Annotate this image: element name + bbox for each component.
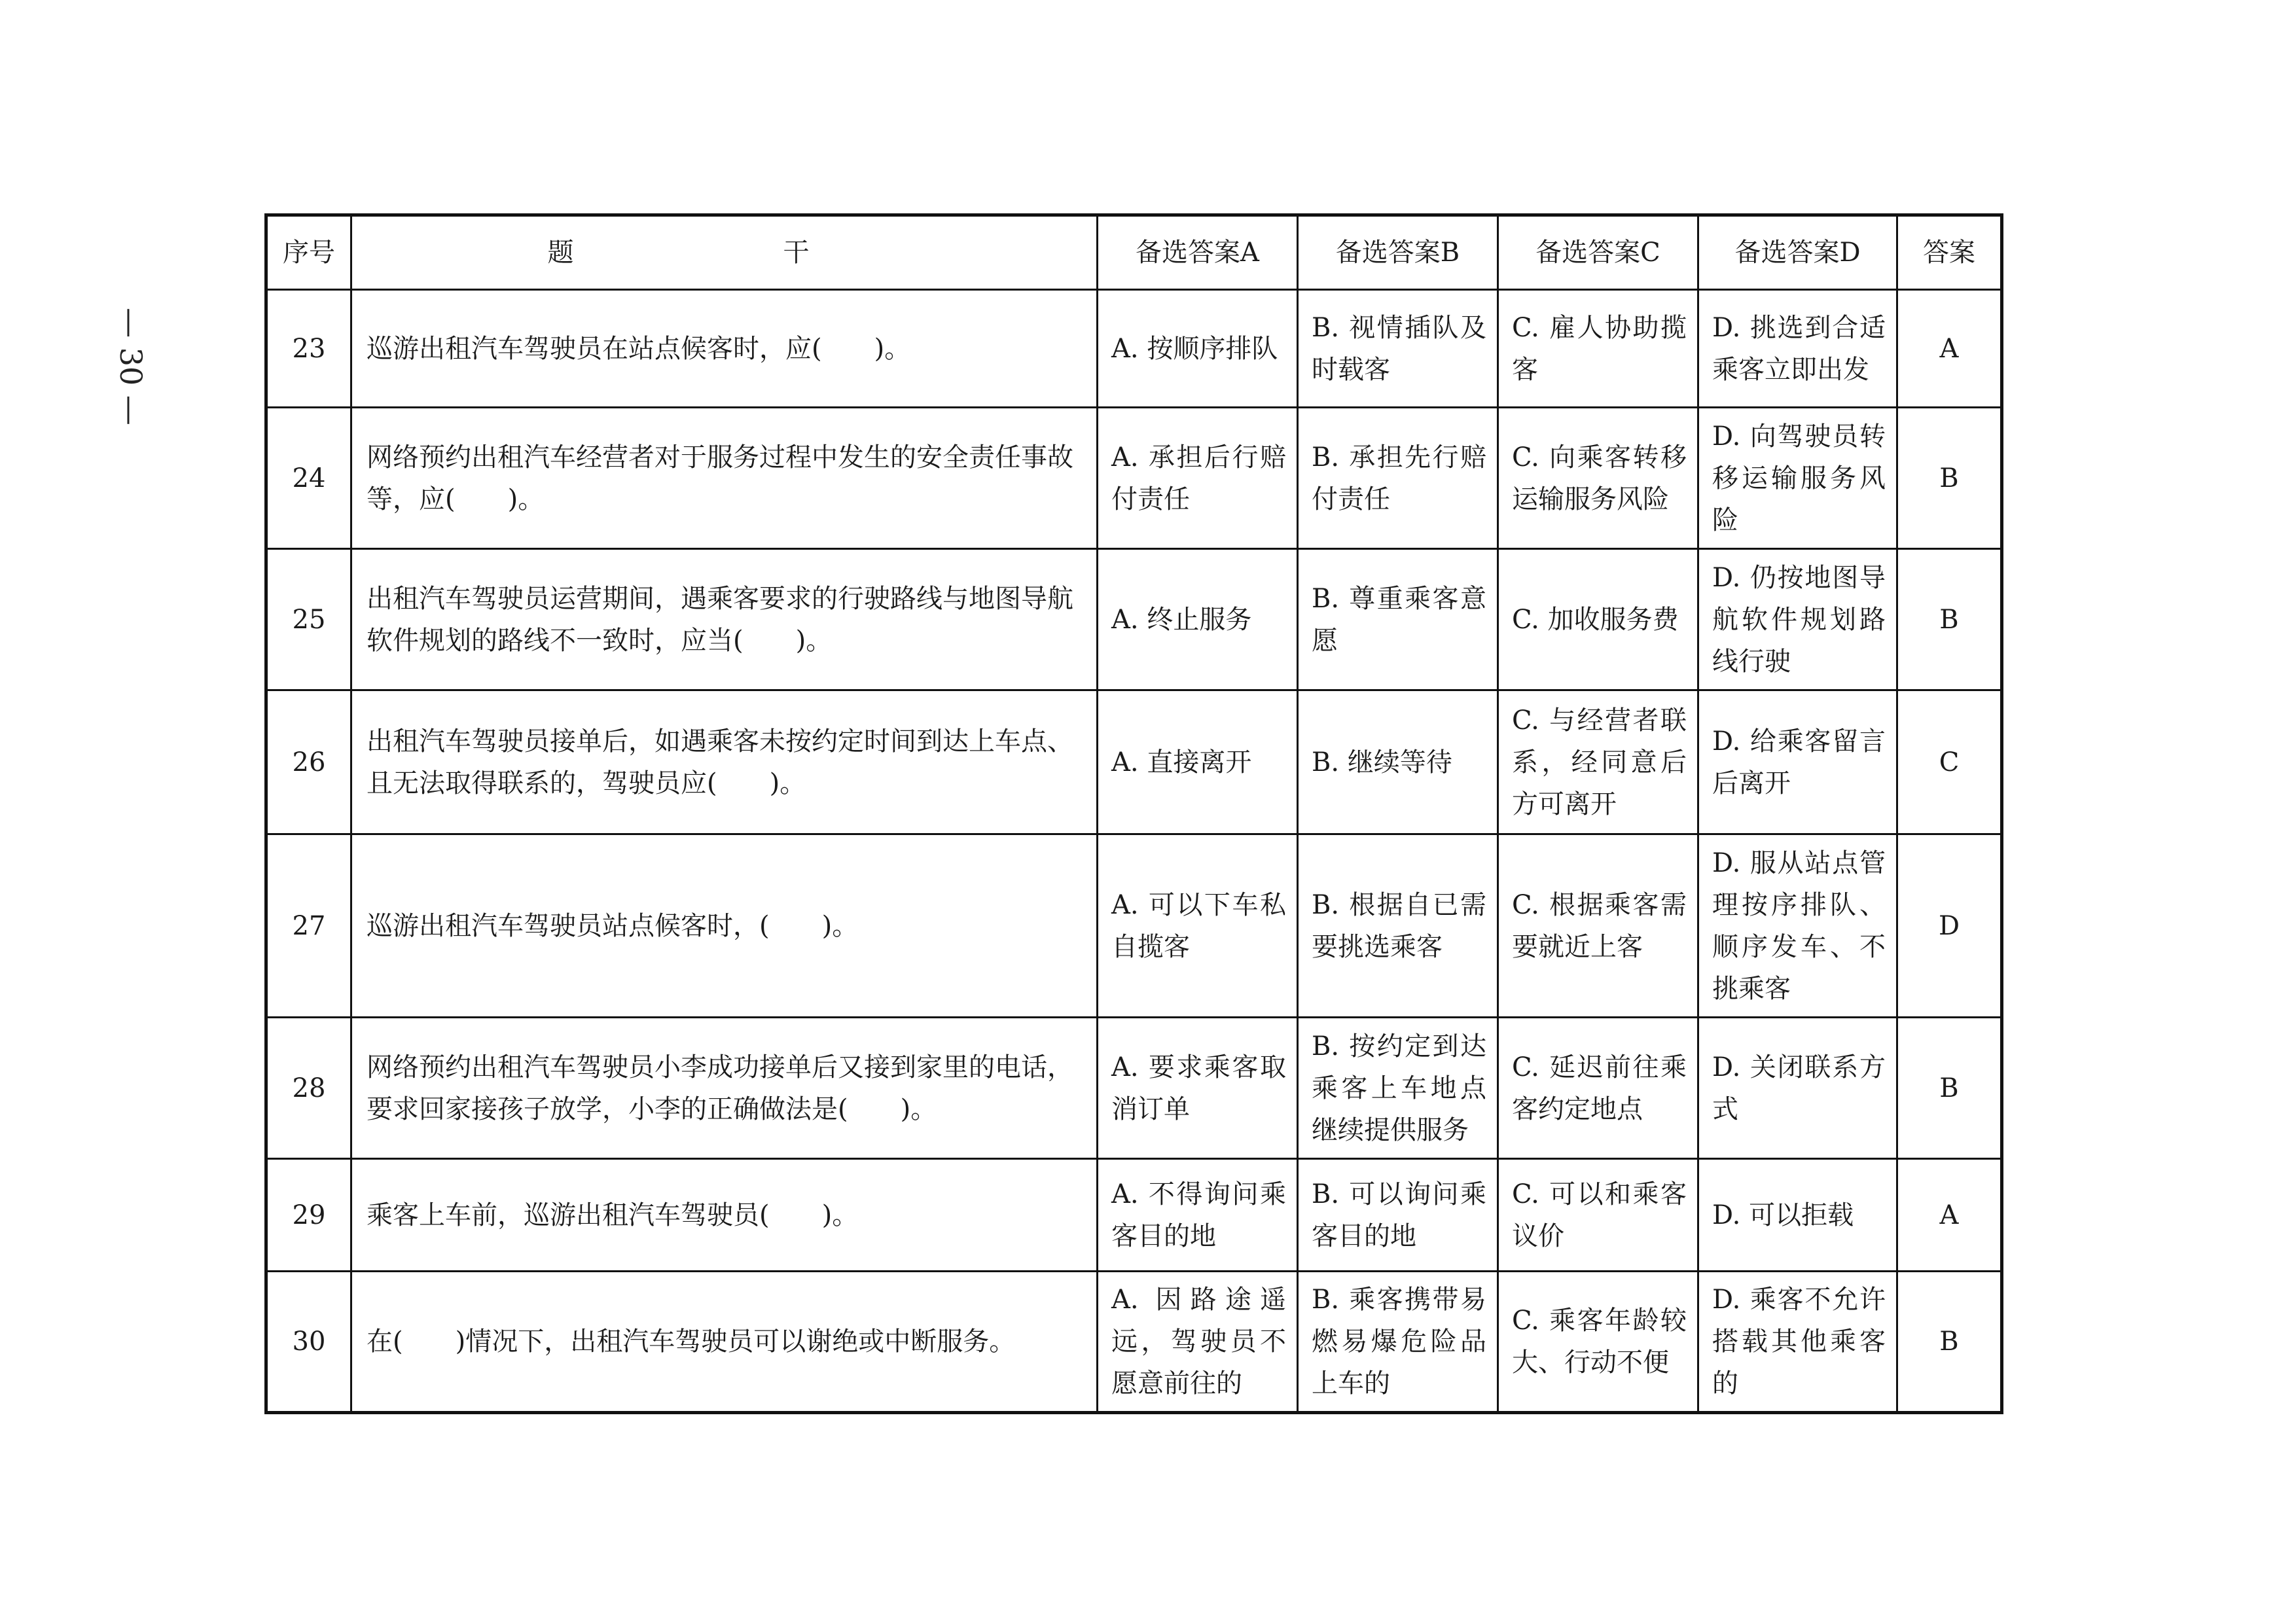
answer-cell: B	[1897, 549, 2002, 690]
answer-cell: A	[1897, 290, 2002, 408]
header-number: 序号	[266, 215, 351, 290]
option-c: C. 可以和乘客议价	[1498, 1159, 1698, 1272]
header-question: 题 干	[351, 215, 1098, 290]
question-stem: 乘客上车前，巡游出租汽车驾驶员( )。	[351, 1159, 1098, 1272]
table-header-row	[266, 215, 2002, 290]
table-row	[266, 1159, 2002, 1272]
option-b: B. 视情插队及时载客	[1298, 290, 1498, 408]
option-d: D. 乘客不允许搭载其他乘客的	[1698, 1272, 1897, 1413]
option-c: C. 与经营者联系，经同意后方可离开	[1498, 690, 1698, 834]
option-d: D. 服从站点管理按序排队、顺序发车、不挑乘客	[1698, 834, 1897, 1018]
row-number: 26	[266, 690, 351, 834]
header-answer: 答案	[1897, 215, 2002, 290]
option-b: B. 承担先行赔付责任	[1298, 408, 1498, 549]
table-row	[266, 1272, 2002, 1413]
table-row	[266, 408, 2002, 549]
answer-cell: A	[1897, 1159, 2002, 1272]
option-b: B. 按约定到达乘客上车地点继续提供服务	[1298, 1018, 1498, 1159]
option-c: C. 根据乘客需要就近上客	[1498, 834, 1698, 1018]
option-b: B. 根据自已需要挑选乘客	[1298, 834, 1498, 1018]
option-a: A. 要求乘客取消订单	[1098, 1018, 1298, 1159]
answer-cell: B	[1897, 408, 2002, 549]
row-number: 28	[266, 1018, 351, 1159]
option-c: C. 雇人协助揽客	[1498, 290, 1698, 408]
answer-cell: B	[1897, 1272, 2002, 1413]
header-option-b: 备选答案B	[1298, 215, 1498, 290]
option-b: B. 乘客携带易燃易爆危险品上车的	[1298, 1272, 1498, 1413]
question-stem: 网络预约出租汽车驾驶员小李成功接单后又接到家里的电话，要求回家接孩子放学，小李的正确做法是( )。	[351, 1018, 1098, 1159]
question-stem: 巡游出租汽车驾驶员站点候客时，( )。	[351, 834, 1098, 1018]
answer-cell: C	[1897, 690, 2002, 834]
option-d: D. 关闭联系方式	[1698, 1018, 1897, 1159]
option-a: A. 按顺序排队	[1098, 290, 1298, 408]
option-d: D. 可以拒载	[1698, 1159, 1897, 1272]
option-b: B. 尊重乘客意愿	[1298, 549, 1498, 690]
quiz-table	[264, 213, 2003, 1414]
option-a: A. 直接离开	[1098, 690, 1298, 834]
option-d: D. 挑选到合适乘客立即出发	[1698, 290, 1897, 408]
question-stem: 在( )情况下，出租汽车驾驶员可以谢绝或中断服务。	[351, 1272, 1098, 1413]
table-row	[266, 690, 2002, 834]
row-number: 29	[266, 1159, 351, 1272]
page-number: — 30 —	[113, 308, 149, 425]
row-number: 30	[266, 1272, 351, 1413]
option-c: C. 延迟前往乘客约定地点	[1498, 1018, 1698, 1159]
question-stem: 网络预约出租汽车经营者对于服务过程中发生的安全责任事故等，应( )。	[351, 408, 1098, 549]
option-a: A. 因路途遥远，驾驶员不愿意前往的	[1098, 1272, 1298, 1413]
table-row	[266, 1018, 2002, 1159]
option-d: D. 仍按地图导航软件规划路线行驶	[1698, 549, 1897, 690]
option-c: C. 向乘客转移运输服务风险	[1498, 408, 1698, 549]
option-b: B. 继续等待	[1298, 690, 1498, 834]
answer-cell: B	[1897, 1018, 2002, 1159]
row-number: 24	[266, 408, 351, 549]
header-option-d: 备选答案D	[1698, 215, 1897, 290]
option-d: D. 向驾驶员转移运输服务风险	[1698, 408, 1897, 549]
table-row	[266, 549, 2002, 690]
row-number: 23	[266, 290, 351, 408]
option-a: A. 不得询问乘客目的地	[1098, 1159, 1298, 1272]
option-c: C. 加收服务费	[1498, 549, 1698, 690]
option-a: A. 终止服务	[1098, 549, 1298, 690]
option-c: C. 乘客年龄较大、行动不便	[1498, 1272, 1698, 1413]
option-b: B. 可以询问乘客目的地	[1298, 1159, 1498, 1272]
option-d: D. 给乘客留言后离开	[1698, 690, 1897, 834]
question-stem: 出租汽车驾驶员运营期间，遇乘客要求的行驶路线与地图导航软件规划的路线不一致时，应当( )。	[351, 549, 1098, 690]
header-option-c: 备选答案C	[1498, 215, 1698, 290]
table-row	[266, 290, 2002, 408]
row-number: 25	[266, 549, 351, 690]
question-stem: 巡游出租汽车驾驶员在站点候客时，应( )。	[351, 290, 1098, 408]
header-option-a: 备选答案A	[1098, 215, 1298, 290]
row-number: 27	[266, 834, 351, 1018]
option-a: A. 可以下车私自揽客	[1098, 834, 1298, 1018]
table-row	[266, 834, 2002, 1018]
option-a: A. 承担后行赔付责任	[1098, 408, 1298, 549]
answer-cell: D	[1897, 834, 2002, 1018]
question-stem: 出租汽车驾驶员接单后，如遇乘客未按约定时间到达上车点、且无法取得联系的，驾驶员应( )。	[351, 690, 1098, 834]
